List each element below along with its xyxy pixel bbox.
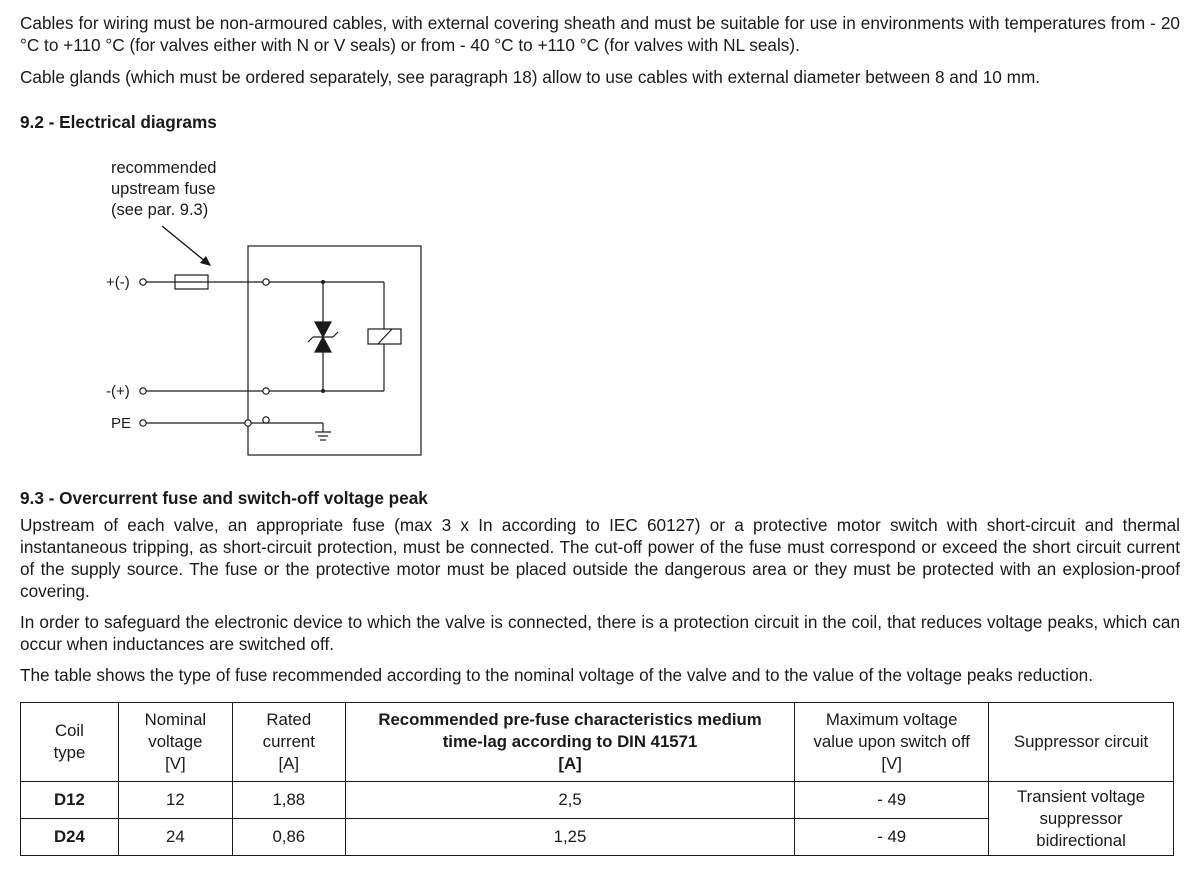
table-intro-paragraph: The table shows the type of fuse recommended according to the nominal voltage of the valve and to the value of the voltage peaks reduction.: [20, 665, 1093, 685]
electrical-diagram: [0, 150, 440, 470]
cable-requirements-paragraph: Cables for wiring must be non-armoured cables, with external covering sheath and must be suitable for use in environments with temperatures from - 20 °C to +110 °C (for valves either with N or V seals) or from - 40 °C to +110 °C (for valves with NL seals).: [20, 13, 1180, 55]
cell-coil-type: D12: [21, 782, 119, 819]
cell-prefuse: 1,25: [345, 819, 795, 856]
terminal-pe-label: PE: [111, 415, 132, 432]
fuse-pointer-arrow: [162, 226, 211, 266]
cell-prefuse: 2,5: [345, 782, 795, 819]
header-coil-type: Coil type: [21, 703, 119, 782]
cell-nominal-voltage: 24: [118, 819, 232, 856]
circuit-wiring: [140, 246, 421, 455]
fuse-note-line-1: recommended: [111, 159, 217, 177]
terminal-minus-label: -(+): [106, 383, 130, 400]
cell-rated-current: 1,88: [232, 782, 345, 819]
table-row: [21, 782, 1174, 819]
header-rated-current: Rated current [A]: [232, 703, 345, 782]
header-max-voltage: Maximum voltage value upon switch off [V]: [795, 703, 989, 782]
cell-suppressor: Transient voltage suppressor bidirectional: [989, 782, 1174, 856]
coil-enclosure: [248, 246, 421, 455]
cell-rated-current: 0,86: [232, 819, 345, 856]
terminal-plus-connector: [140, 279, 146, 285]
fuse-table: [20, 702, 1174, 856]
fuse-note-line-2: upstream fuse: [111, 180, 216, 198]
fuse-requirements-paragraph: Upstream of each valve, an appropriate fuse (max 3 x In according to IEC 60127) or a protective motor switch with short-circuit and thermal instantaneous tripping, as short-circuit protection, must be connected. The cut-off power of the fuse must correspond or exceed the short circuit current of the supply source. The fuse or the protective motor must be placed outside the dangerous area or they must be protected with an explosion-proof covering.: [20, 515, 1180, 601]
cell-max-voltage: - 49: [795, 819, 989, 856]
cell-max-voltage: - 49: [795, 782, 989, 819]
terminal-minus-connector: [140, 388, 146, 394]
section-9-3-heading: 9.3 - Overcurrent fuse and switch-off voltage peak: [20, 488, 428, 508]
header-suppressor: Suppressor circuit: [989, 703, 1174, 782]
table-header-row: [21, 703, 1174, 782]
section-9-2-heading: 9.2 - Electrical diagrams: [20, 112, 217, 132]
protection-circuit-paragraph: In order to safeguard the electronic device to which the valve is connected, there is a protection circuit in the coil, that reduces voltage peaks, which can occur when inductances are switched off.: [20, 612, 1180, 654]
fuse-note-line-3: (see par. 9.3): [111, 201, 209, 219]
header-nominal-voltage: Nominal voltage [V]: [118, 703, 232, 782]
header-prefuse: Recommended pre-fuse characteristics medium time-lag according to DIN 41571 [A]: [345, 703, 795, 782]
terminal-plus-label: +(-): [106, 274, 130, 291]
cell-nominal-voltage: 12: [118, 782, 232, 819]
cable-glands-paragraph: Cable glands (which must be ordered separately, see paragraph 18) allow to use cables with external diameter between 8 and 10 mm.: [20, 67, 1041, 87]
cell-coil-type: D24: [21, 819, 119, 856]
terminal-pe-connector: [140, 420, 146, 426]
